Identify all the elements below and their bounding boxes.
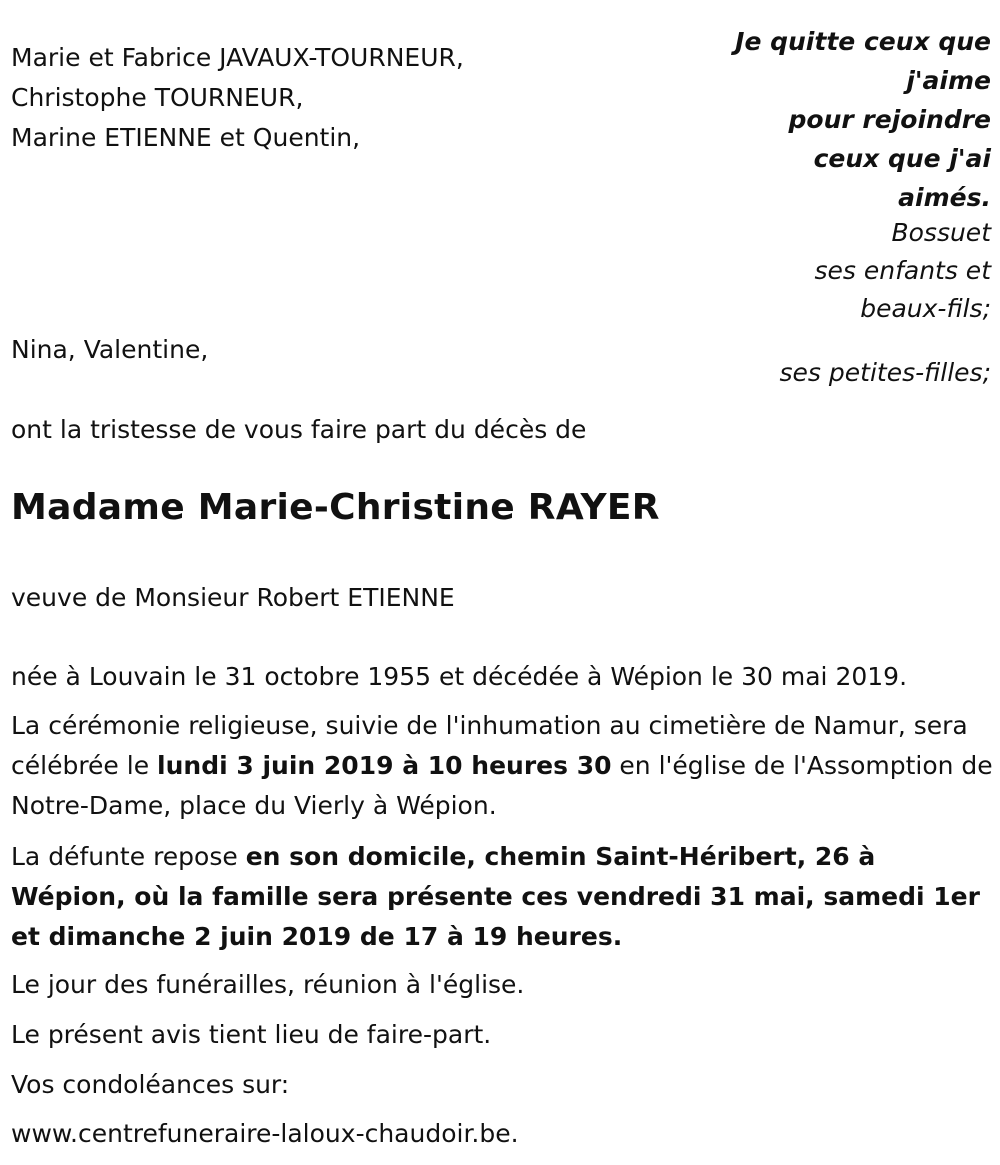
repose-paragraph [11, 837, 996, 957]
funeral-meeting: Le jour des funérailles, réunion à l'église. [11, 970, 525, 999]
quote-line: pour rejoindre [788, 105, 991, 134]
intro-text: ont la tristesse de vous faire part du décès de [11, 415, 587, 444]
condolences-label: Vos condoléances sur: [11, 1070, 290, 1099]
ceremony-location: en l'église de l'Assomption de Notre-Dame, place du Vierly à Wépion. [11, 751, 993, 820]
ceremony-text: La cérémonie religieuse, suivie de l'inhumation au cimetière de Namur, sera célébrée le [11, 711, 968, 780]
deceased-name: Madame Marie-Christine RAYER [11, 487, 660, 528]
quote-line: Je quitte ceux que [735, 27, 991, 56]
family-line: Christophe TOURNEUR, [11, 83, 304, 112]
family-list [11, 38, 464, 158]
grandchildren: Nina, Valentine, [11, 335, 209, 364]
ceremony-datetime: lundi 3 juin 2019 à 10 heures 30 [157, 751, 612, 780]
repose-text: La défunte repose [11, 842, 246, 871]
quote-line: aimés. [898, 183, 991, 212]
spouse-line: veuve de Monsieur Robert ETIENNE [11, 583, 455, 612]
repose-details: en son domicile, chemin Saint-Héribert, 26 à Wépion, où la famille sera présente ces vendredi 31 mai, samedi 1er et dimanche 2 juin 2019 de 17 à 19 heures. [11, 842, 980, 951]
quote-line: j'aime [906, 66, 991, 95]
quote-line: ceux que j'ai [813, 144, 991, 173]
birth-death-dates: née à Louvain le 31 octobre 1955 et décédée à Wépion le 30 mai 2019. [11, 662, 908, 691]
notice-text: Le présent avis tient lieu de faire-part. [11, 1020, 492, 1049]
ceremony-paragraph [11, 706, 996, 826]
quote-author: Bossuet [891, 218, 991, 247]
family-line: Marie et Fabrice JAVAUX-TOURNEUR, [11, 43, 464, 72]
website-link[interactable]: www.centrefuneraire-laloux-chaudoir.be. [11, 1119, 519, 1148]
family-line: Marine ETIENNE et Quentin, [11, 123, 361, 152]
quote [735, 22, 991, 217]
children-role: ses enfants et beaux-fils; [814, 256, 991, 323]
grandchildren-role: ses petites-filles; [779, 358, 991, 387]
